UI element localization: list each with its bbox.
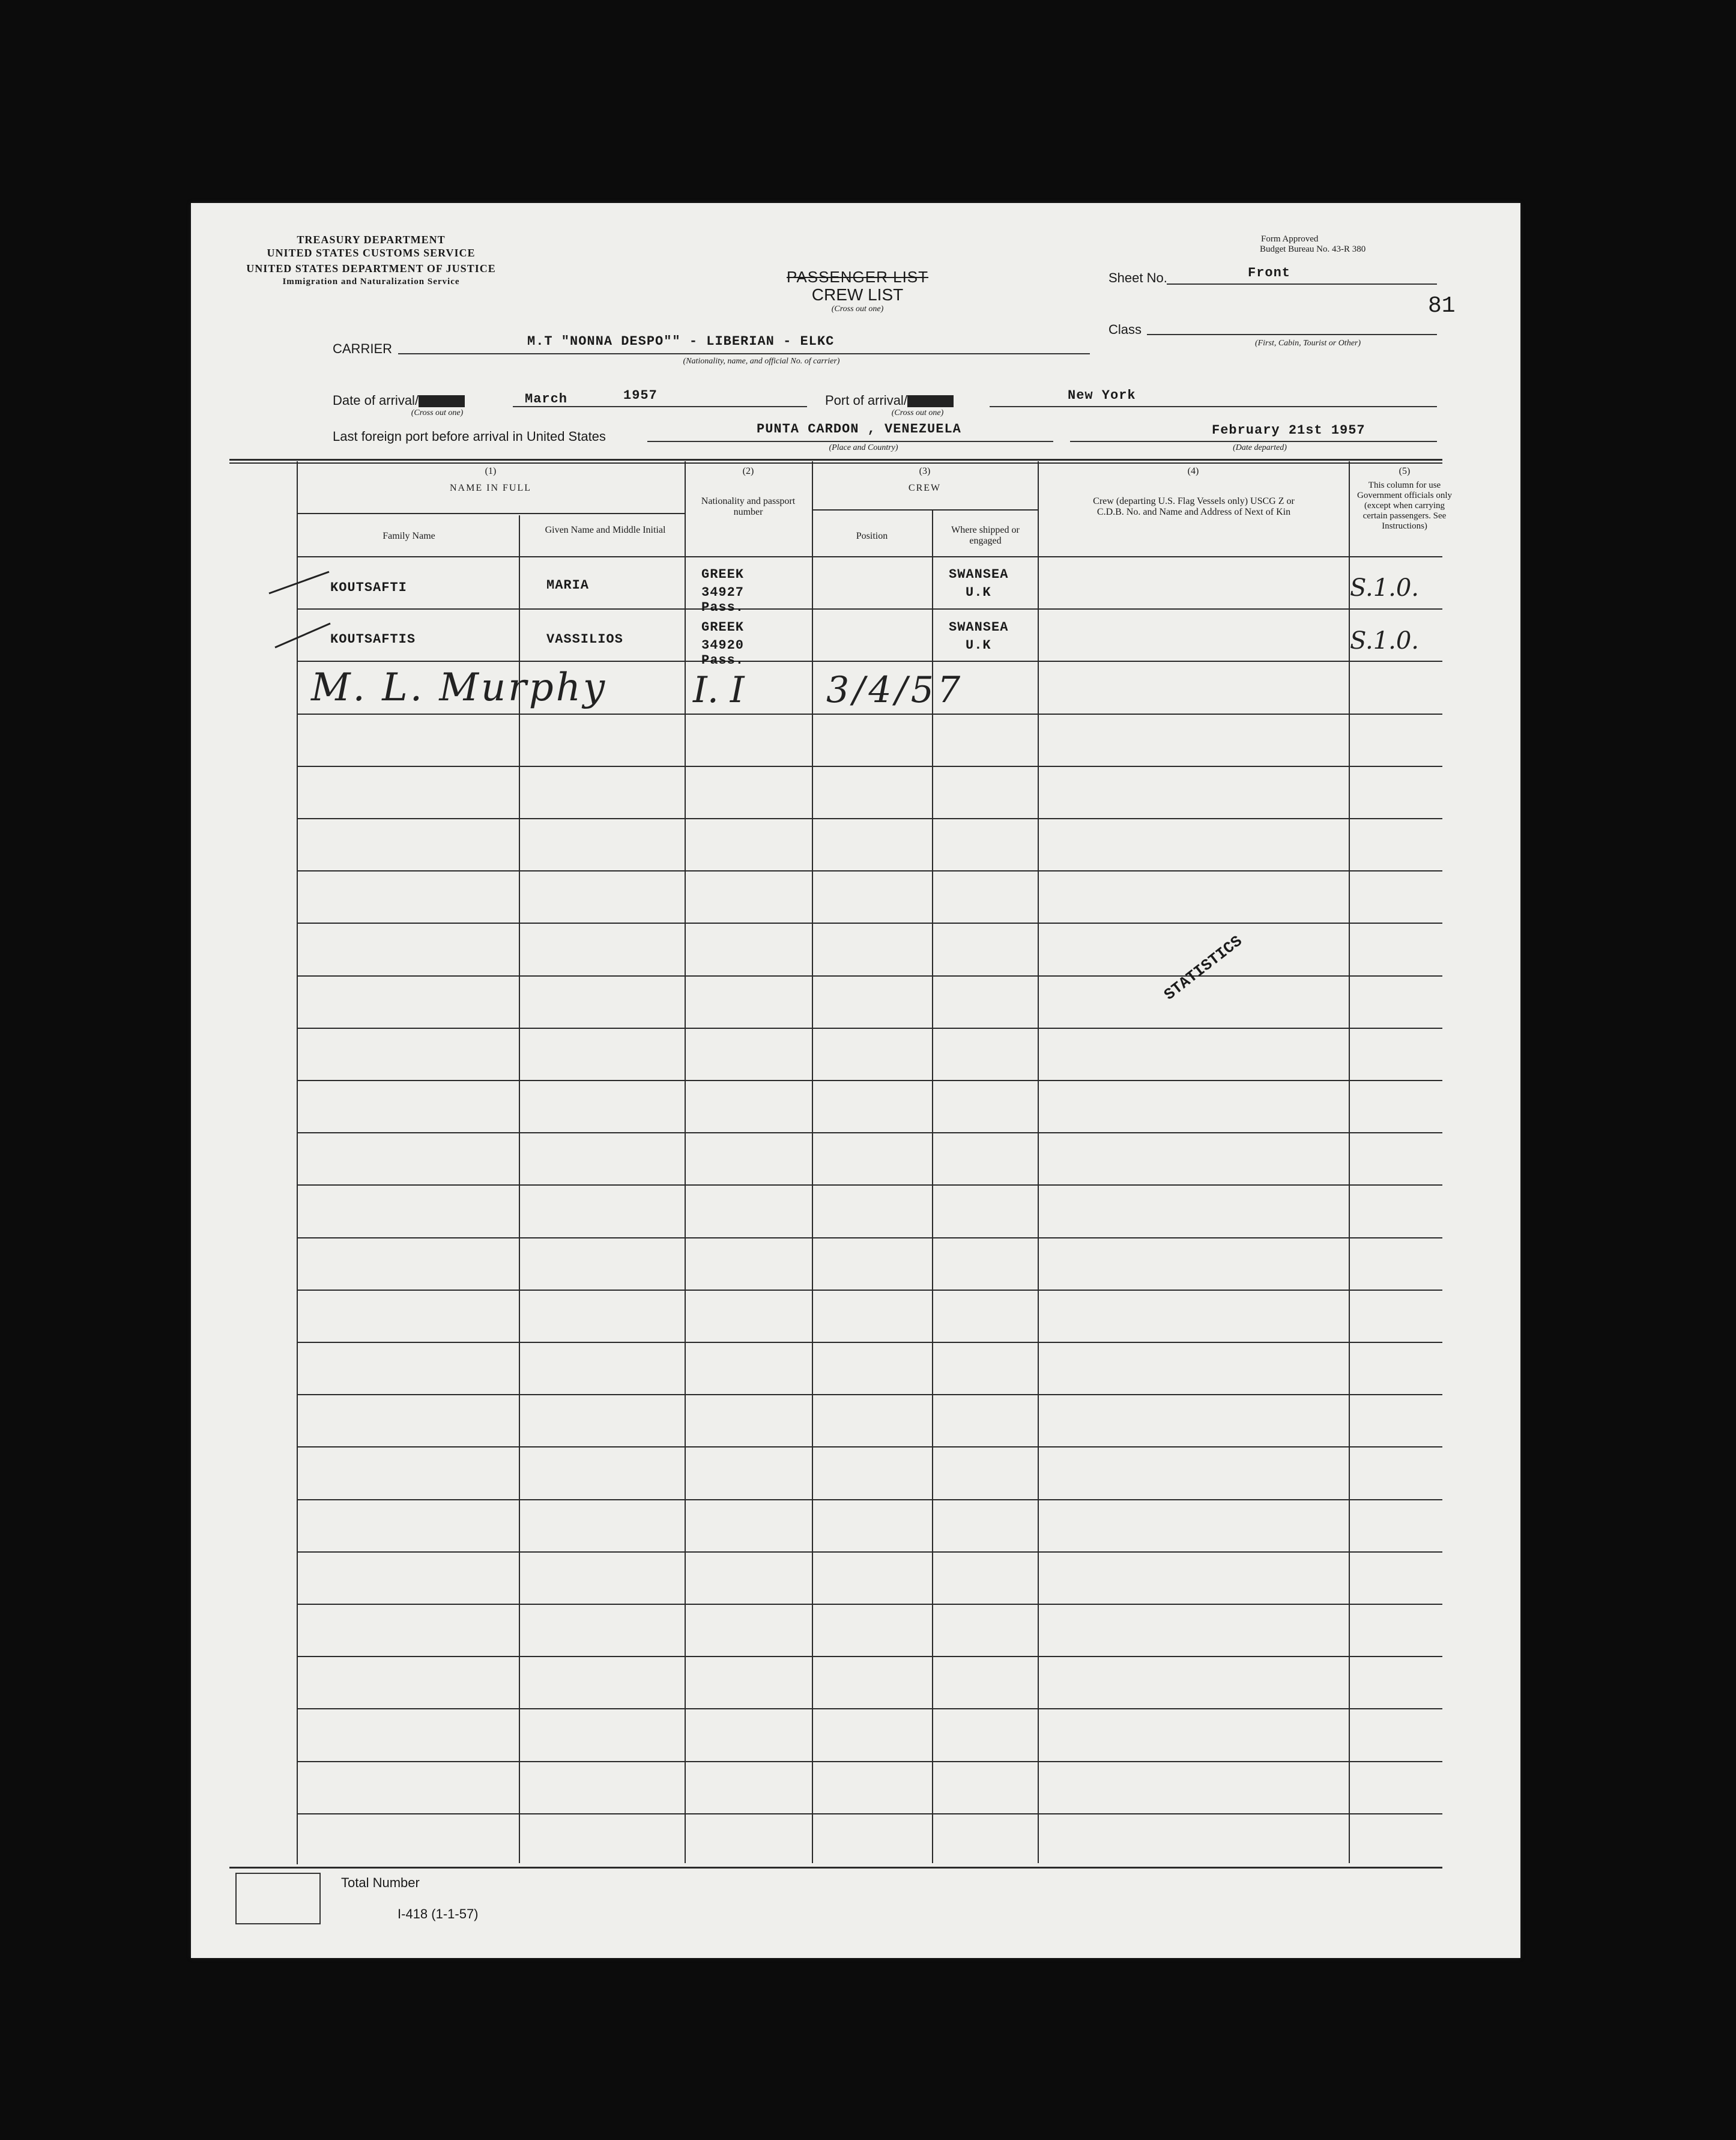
- total-number-label: Total Number: [341, 1875, 420, 1890]
- crew-list-form: [191, 203, 1520, 1958]
- agency-block: [233, 233, 509, 288]
- col-divider-2: [685, 461, 686, 1863]
- page-number: 81: [1428, 293, 1456, 319]
- row-rule: [297, 818, 1442, 819]
- row-rule: [297, 1761, 1442, 1762]
- row-rule: [297, 661, 1442, 662]
- row-rule: [297, 1604, 1442, 1605]
- row-rule: [297, 1656, 1442, 1657]
- row-rule: [297, 1290, 1442, 1291]
- row-rule: [297, 923, 1442, 924]
- class-hint: (First, Cabin, Tourist or Other): [1254, 339, 1361, 348]
- sheet-label: Sheet No.: [1108, 270, 1167, 285]
- date-departure-struck: departure: [419, 395, 465, 407]
- date-year: 1957: [623, 388, 658, 403]
- col-divider-6: [1349, 461, 1350, 1863]
- given-name: MARIA: [546, 578, 590, 593]
- nationality: GREEK: [701, 620, 745, 635]
- row-rule: [297, 1028, 1442, 1029]
- col4-title: Crew (departing U.S. Flag Vessels only) USCG Z or C.D.B. No. and Name and Address of Next of Kin: [1093, 496, 1295, 517]
- table-bottom-rule: [229, 1867, 1442, 1869]
- total-number-box: [235, 1873, 321, 1924]
- col3-number: (3): [919, 466, 931, 476]
- form-approved-text: Form Approved: [1261, 234, 1319, 244]
- row-rule: [297, 975, 1442, 977]
- departed-hint: (Date departed): [1233, 443, 1287, 452]
- carrier-underline: [398, 353, 1090, 354]
- agency-line-2: UNITED STATES CUSTOMS SERVICE: [267, 247, 476, 259]
- subheader-rule-crew: [812, 509, 1038, 511]
- last-port-value: PUNTA CARDON , VENEZUELA: [757, 422, 961, 437]
- subheader-rule-name: [297, 513, 685, 514]
- family-name: KOUTSAFTIS: [330, 632, 416, 647]
- row-rule: [297, 1708, 1442, 1709]
- date-arrival-label: [333, 393, 465, 408]
- col1b-header: Given Name and Middle Initial: [545, 525, 666, 535]
- col1-header: [297, 466, 685, 494]
- port-underline: [990, 406, 1437, 407]
- agency-line-4: Immigration and Naturalization Service: [282, 277, 460, 286]
- col1-number: (1): [485, 466, 497, 476]
- row-rule: [297, 870, 1442, 871]
- row-rule: [297, 1499, 1442, 1500]
- official-code: S.1.0.: [1350, 627, 1420, 655]
- row-rule: [297, 1237, 1442, 1238]
- row-rule: [297, 556, 1442, 557]
- last-port-label: Last foreign port before arrival in United States: [333, 429, 606, 444]
- date-hint: (Cross out one): [411, 408, 464, 417]
- col5-title: This column for use Government officials only (except when carrying certain passengers. See Instructions): [1356, 480, 1453, 531]
- shipped-country: U.K: [966, 585, 991, 600]
- statistics-stamp: STATISTICS: [1161, 932, 1246, 1004]
- col-divider-5: [1038, 461, 1039, 1863]
- class-underline: [1147, 334, 1437, 335]
- carrier-value: M.T "NONNA DESPO"" - LIBERIAN - ELKC: [527, 334, 835, 349]
- row-rule: [297, 1080, 1442, 1081]
- row-rule: [297, 1446, 1442, 1447]
- port-arrival-text: Port of arrival/: [825, 393, 907, 408]
- signature-initials: I. I: [693, 669, 745, 711]
- table-top-rule: [229, 459, 1442, 461]
- class-label: Class: [1108, 322, 1142, 337]
- title-block: [749, 268, 966, 314]
- title-hint: (Cross out one): [831, 305, 884, 314]
- shipped-place: SWANSEA: [949, 567, 1009, 582]
- sheet-underline: [1167, 283, 1437, 285]
- row-rule: [297, 608, 1442, 610]
- row-rule: [297, 1132, 1442, 1133]
- port-value: New York: [1068, 388, 1136, 403]
- table-top-rule-2: [229, 462, 1442, 464]
- row-rule: [297, 1551, 1442, 1553]
- row-rule: [297, 1184, 1442, 1186]
- departed-value: February 21st 1957: [1212, 423, 1366, 438]
- last-port-hint: (Place and Country): [829, 443, 898, 452]
- row-rule: [297, 1394, 1442, 1395]
- port-hint: (Cross out one): [891, 408, 944, 417]
- departed-underline: [1070, 441, 1437, 442]
- col1a-header: Family Name: [383, 531, 435, 541]
- date-month: March: [525, 392, 568, 407]
- agency-line-3: UNITED STATES DEPARTMENT OF JUSTICE: [246, 262, 496, 274]
- carrier-hint: (Nationality, name, and official No. of carrier): [683, 357, 840, 366]
- col3-header: [812, 466, 1038, 494]
- row-rule: [297, 766, 1442, 767]
- date-arrival-text: Date of arrival/: [333, 393, 419, 408]
- col3-title: CREW: [908, 483, 942, 493]
- col-divider-1: [519, 515, 520, 1863]
- port-label: [825, 393, 954, 408]
- carrier-label: CARRIER: [333, 341, 393, 356]
- form-number: I-418 (1-1-57): [398, 1906, 479, 1921]
- col5-number: (5): [1399, 466, 1411, 476]
- row-rule: [297, 1813, 1442, 1814]
- passport-number: 34927 Pass.: [701, 585, 745, 615]
- col1-title: NAME IN FULL: [450, 483, 531, 493]
- passenger-list-struck: PASSENGER LIST: [786, 268, 929, 286]
- given-name: VASSILIOS: [546, 632, 623, 647]
- budget-bureau-text: Budget Bureau No. 43-R 380: [1260, 244, 1366, 254]
- nationality: GREEK: [701, 567, 745, 582]
- row-rule: [297, 714, 1442, 715]
- signature-date: 3/4/57: [826, 669, 964, 711]
- official-code: S.1.0.: [1350, 574, 1420, 602]
- col4-number: (4): [1187, 466, 1199, 476]
- last-port-underline: [647, 441, 1053, 442]
- port-departure-struck: departure: [907, 395, 954, 407]
- shipped-place: SWANSEA: [949, 620, 1009, 635]
- row-rule: [297, 1342, 1442, 1343]
- family-name: KOUTSAFTI: [330, 580, 407, 595]
- signature-name: M. L. Murphy: [311, 665, 608, 710]
- form-approval: [1260, 234, 1366, 255]
- col3a-header: Position: [856, 531, 888, 541]
- col2-number: (2): [742, 466, 754, 476]
- col2-title: Nationality and passport number: [701, 496, 796, 517]
- page-title: CREW LIST: [811, 285, 904, 304]
- passport-number: 34920 Pass.: [701, 638, 745, 668]
- col-divider-3: [812, 461, 813, 1863]
- shipped-country: U.K: [966, 638, 991, 653]
- col3b-header: Where shipped or engaged: [951, 525, 1020, 546]
- sheet-value: Front: [1248, 265, 1291, 280]
- agency-line-1: TREASURY DEPARTMENT: [297, 234, 446, 246]
- check-marks: [263, 557, 335, 677]
